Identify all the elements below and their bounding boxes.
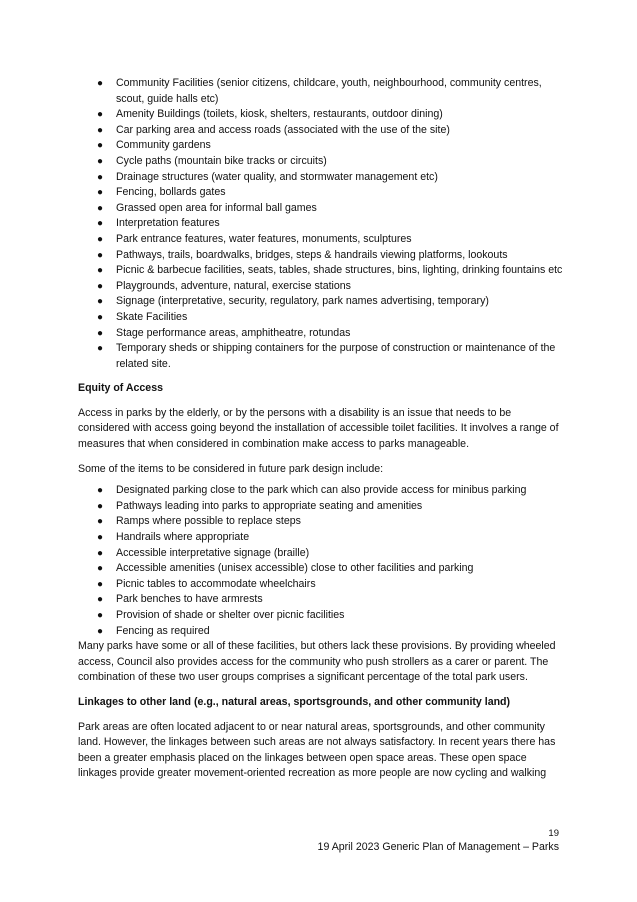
list-item: ● Pathways, trails, boardwalks, bridges, steps & handrails viewing platforms, lookouts <box>78 248 563 264</box>
list-item: ● Stage performance areas, amphitheatre, rotundas <box>78 326 563 342</box>
bullet-icon: ● <box>97 171 104 183</box>
list-item: ● Fencing as required <box>78 624 563 640</box>
list-item: ● Drainage structures (water quality, and stormwater management etc) <box>78 170 563 186</box>
bullet-icon: ● <box>97 516 104 528</box>
bullet-icon: ● <box>97 343 104 355</box>
bullet-icon: ● <box>97 155 104 167</box>
list-item: ● Car parking area and access roads (associated with the use of the site) <box>78 123 563 139</box>
list-item: ● Interpretation features <box>78 216 563 232</box>
list-item: ● Playgrounds, adventure, natural, exercise stations <box>78 279 563 295</box>
list-item: ● Pathways leading into parks to appropriate seating and amenities <box>78 499 563 515</box>
bullet-icon: ● <box>97 500 104 512</box>
list-item: ● Accessible amenities (unisex accessible) close to other facilities and parking <box>78 561 563 577</box>
bullet-icon: ● <box>97 280 104 292</box>
bullet-icon: ● <box>97 78 104 89</box>
list-item: ● Temporary sheds or shipping containers for the purpose of construction or maintenance of the related site. <box>97 342 556 370</box>
bullet-icon: ● <box>97 625 104 637</box>
bullet-icon: ● <box>97 485 104 497</box>
list-item: ● Amenity Buildings (toilets, kiosk, shelters, restaurants, outdoor dining) <box>78 107 563 123</box>
bullet-icon: ● <box>97 218 104 230</box>
page-number: 19 <box>548 828 559 839</box>
bullet-icon: ● <box>97 187 104 199</box>
list-item: ● Designated parking close to the park which can also provide access for minibus parking <box>78 483 563 499</box>
bullet-icon: ● <box>97 296 104 308</box>
bullet-icon: ● <box>97 265 104 277</box>
bullet-icon: ● <box>97 547 104 559</box>
list-item: ● Ramps where possible to replace steps <box>78 514 563 530</box>
bullet-icon: ● <box>97 327 104 339</box>
page-content <box>78 76 563 782</box>
list-item: ● Provision of shade or shelter over picnic facilities <box>78 608 563 624</box>
bullet-icon: ● <box>97 578 104 590</box>
list-item: ● Grassed open area for informal ball games <box>78 201 563 217</box>
footer-text: 19 April 2023 Generic Plan of Management – Parks <box>317 841 559 853</box>
bullet-icon: ● <box>97 610 104 621</box>
list-item: ● Park benches to have armrests <box>78 592 563 608</box>
equity-paragraph-1: Access in parks by the elderly, or by the persons with a disability is an issue that needs to be considered with access going beyond the installation of accessible toilet facilities. It involves a range of measures that when considered in combination make access to parks manageable. <box>78 406 559 451</box>
list-item: ● Skate Facilities <box>78 310 563 326</box>
equity-paragraph-3: Many parks have some or all of these facilities, but others lack these provisions. By providing wheeled access, Council also provides access for the community who push strollers as a carer or parent. The combination of these two user groups comprises a significant percentage of the total park users. <box>78 640 556 684</box>
bullet-icon: ● <box>97 311 104 323</box>
list-item: ● Signage (interpretative, security, regulatory, park names advertising, temporary) <box>78 294 563 310</box>
linkages-paragraph: Park areas are often located adjacent to or near natural areas, sportsgrounds, and other community land. However, the linkages between such areas are not always satisfactory. In recent years there has been a greater emphasis placed on the linkages between open space areas. These open space linkages provide greater movement-oriented recreation as more people are now cycling and walking <box>78 720 556 780</box>
list-item: ● Fencing, bollards gates <box>78 185 563 201</box>
bullet-icon: ● <box>97 532 104 544</box>
equity-paragraph-2: Some of the items to be considered in future park design include: <box>78 462 384 475</box>
bullet-icon: ● <box>97 124 104 136</box>
list-item: ● Cycle paths (mountain bike tracks or circuits) <box>78 154 563 170</box>
linkages-heading: Linkages to other land (e.g., natural areas, sportsgrounds, and other community land) <box>78 695 511 708</box>
list-item: ● Picnic tables to accommodate wheelchairs <box>78 577 563 593</box>
list-item: ● Handrails where appropriate <box>78 530 563 546</box>
equity-heading: Equity of Access <box>78 382 163 395</box>
bullet-icon: ● <box>97 109 104 121</box>
bullet-icon: ● <box>97 249 104 261</box>
bullet-icon: ● <box>97 594 104 606</box>
list-item: ● Picnic & barbecue facilities, seats, tables, shade structures, bins, lighting, drinking fountains etc <box>78 263 563 279</box>
list-item: ● Park entrance features, water features, monuments, sculptures <box>78 232 563 248</box>
bullet-icon: ● <box>97 563 104 575</box>
list-item: ● Community gardens <box>78 138 563 154</box>
list-item: ● Community Facilities (senior citizens, childcare, youth, neighbourhood, community centres, scout, guide halls etc) <box>97 77 542 105</box>
bullet-icon: ● <box>97 202 104 214</box>
bullet-icon: ● <box>97 140 104 152</box>
facilities-list <box>78 76 563 372</box>
list-item: ● Accessible interpretative signage (braille) <box>78 546 563 562</box>
design-items-list <box>78 483 563 639</box>
bullet-icon: ● <box>97 233 104 245</box>
